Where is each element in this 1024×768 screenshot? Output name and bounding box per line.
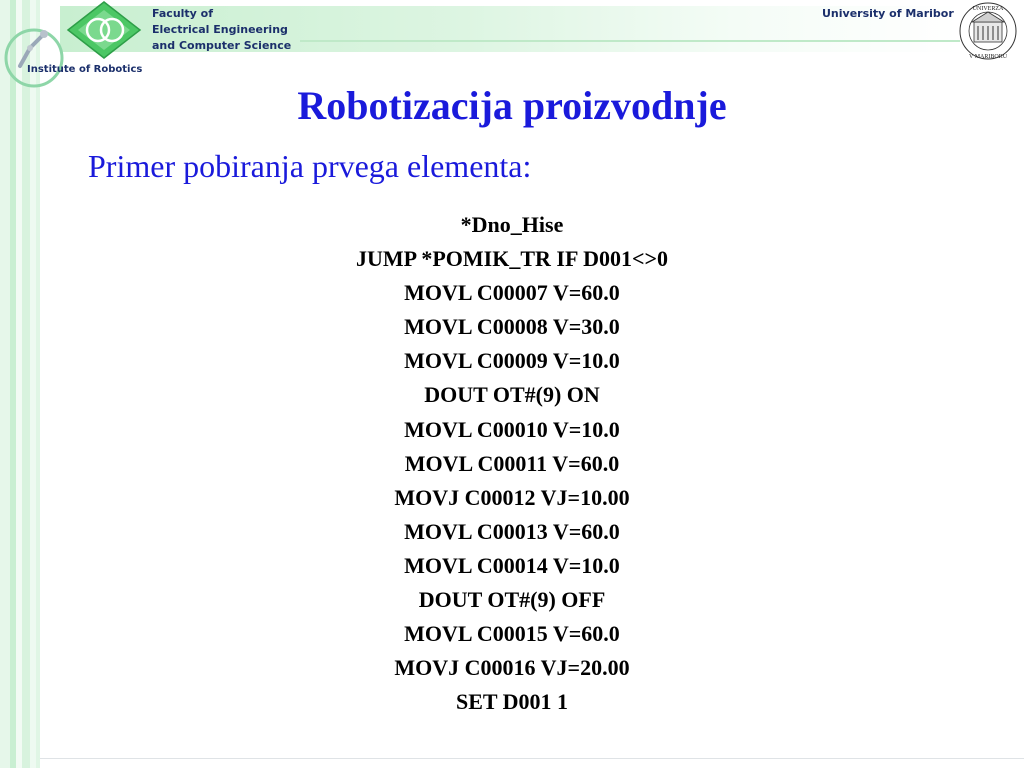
code-line: MOVL C00007 V=60.0 xyxy=(404,280,620,306)
code-line: SET D001 1 xyxy=(455,689,569,715)
code-line: MOVJ C00016 VJ=20.00 xyxy=(394,655,630,681)
code-line: MOVL C00010 V=10.0 xyxy=(404,416,620,442)
code-line: MOVL C00014 V=10.0 xyxy=(404,552,620,578)
code-line: *Dno_Hise xyxy=(460,212,564,237)
robot-program xyxy=(0,208,1024,719)
institute-name: Institute of Robotics xyxy=(27,64,143,75)
code-line: MOVL C00013 V=60.0 xyxy=(404,518,620,544)
code-line: MOVL C00015 V=60.0 xyxy=(404,621,620,647)
header-band xyxy=(0,0,1024,62)
faculty-name xyxy=(152,6,291,54)
code-line: DOUT OT#(9) ON xyxy=(424,382,600,408)
slide-subtitle: Primer pobiranja prvega elementa: xyxy=(88,148,532,184)
code-line: MOVJ C00012 VJ=10.00 xyxy=(394,484,630,510)
code-line: MOVL C00008 V=30.0 xyxy=(404,314,620,340)
faculty-line: and Computer Science xyxy=(152,39,292,52)
code-line: DOUT OT#(9) OFF xyxy=(418,587,606,613)
faculty-line: Electrical Engineering xyxy=(152,23,288,36)
code-line: JUMP *POMIK_TR IF D001<>0 xyxy=(355,246,669,272)
footer-divider xyxy=(40,758,1024,759)
institute-robotics-logo-icon xyxy=(0,26,143,90)
university-name: University of Maribor xyxy=(822,7,954,20)
university-seal-icon xyxy=(958,0,1018,62)
faculty-line: Faculty of xyxy=(152,7,214,20)
code-line: MOVL C00009 V=10.0 xyxy=(404,348,620,374)
header-divider xyxy=(300,40,960,42)
code-line: MOVL C00011 V=60.0 xyxy=(404,450,620,476)
slide-title: Robotizacija proizvodnje xyxy=(297,83,727,128)
seal-text-top: UNIVERZA xyxy=(972,6,1004,12)
seal-text-bottom: V MARIBORU xyxy=(968,54,1008,60)
